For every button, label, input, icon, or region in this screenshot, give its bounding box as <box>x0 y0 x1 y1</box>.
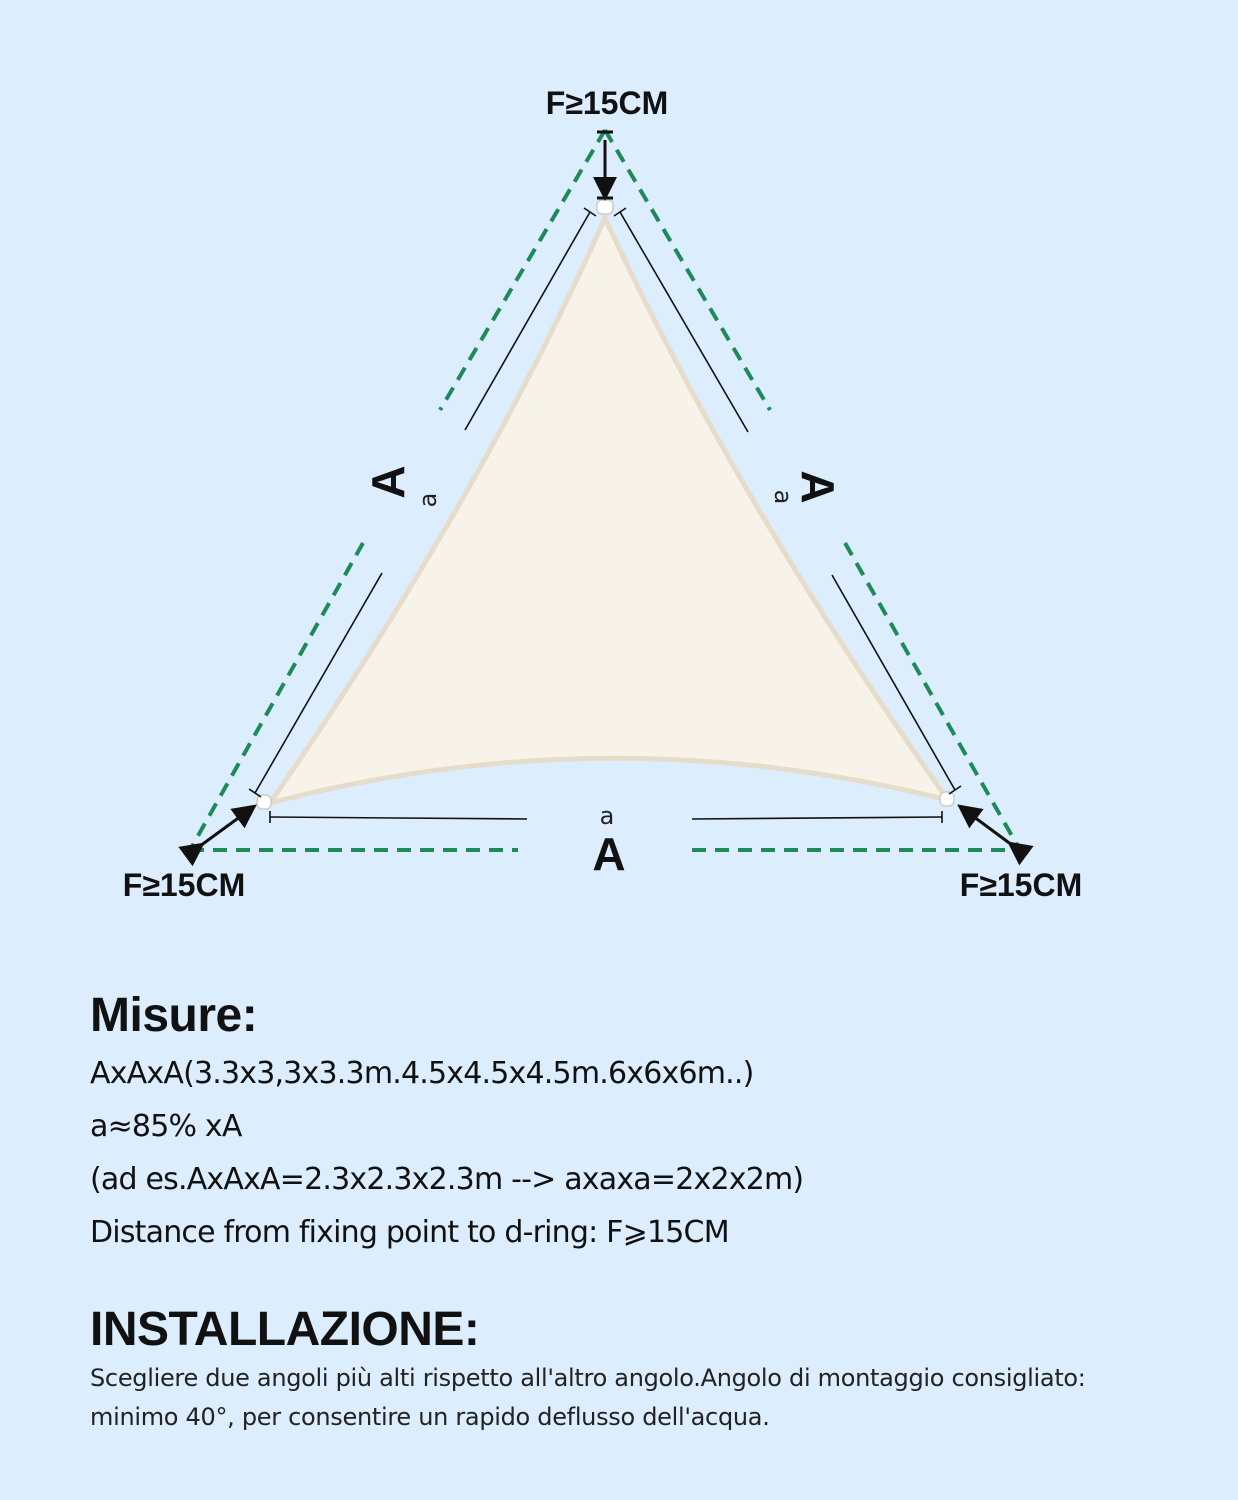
misure-heading: Misure: <box>90 989 258 1042</box>
installazione-line: Scegliere due angoli più alti rispetto all'altro angolo.Angolo di montaggio consigliato: <box>90 1364 1086 1392</box>
left-clearance-label: F≥15CM <box>122 867 246 903</box>
misure-line: Distance from fixing point to d-ring: F⩾15CM <box>90 1215 729 1250</box>
misure-section <box>90 988 803 1259</box>
right-side-label-A: A <box>792 470 844 504</box>
left-side-label-a: a <box>414 492 442 508</box>
installazione-line: minimo 40°, per consentire un rapido deflusso dell'acqua. <box>90 1403 770 1431</box>
left-side-label-A: A <box>362 465 414 499</box>
bottom-side-label-A: A <box>592 828 626 880</box>
right-clearance-label: F≥15CM <box>959 867 1083 903</box>
top-clearance-label: F≥15CM <box>545 85 669 121</box>
sail-shape <box>270 218 948 803</box>
right-side-label-a: a <box>769 489 797 505</box>
installazione-section <box>90 1302 1086 1437</box>
misure-line: a≈85% xA <box>90 1109 242 1144</box>
misure-line: AxAxA(3.3x3,3x3.3m.4.5x4.5x4.5m.6x6x6m..) <box>90 1056 754 1091</box>
installazione-heading: INSTALLAZIONE: <box>90 1303 480 1356</box>
bottom-side-label-a: a <box>599 802 615 830</box>
misure-line: (ad es.AxAxA=2.3x2.3x2.3m --> axaxa=2x2x2m) <box>90 1162 804 1197</box>
